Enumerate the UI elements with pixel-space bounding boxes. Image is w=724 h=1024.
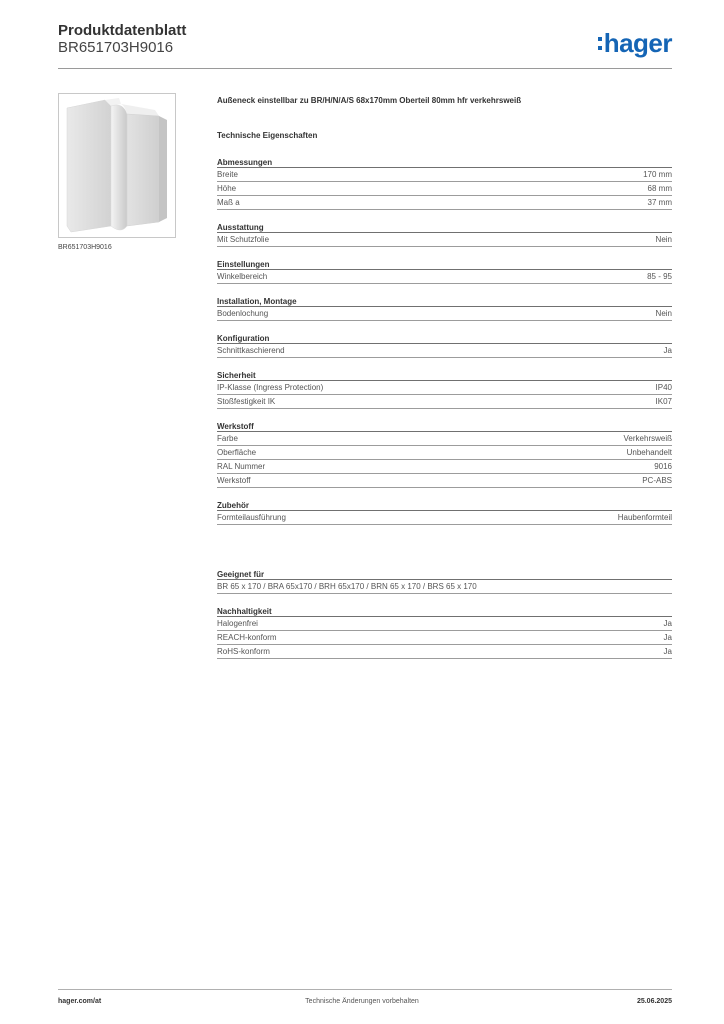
spec-row — [217, 645, 672, 659]
footer-disclaimer: Technische Änderungen vorbehalten — [305, 998, 419, 1005]
spec-row — [217, 432, 672, 446]
spec-label: Breite — [217, 170, 238, 179]
spec-section — [217, 259, 672, 284]
spec-row — [217, 196, 672, 210]
footer-date: 25.06.2025 — [636, 998, 672, 1005]
spec-row — [217, 182, 672, 196]
logo-dots-icon — [598, 37, 602, 50]
spec-label: RAL Nummer — [217, 462, 266, 471]
spec-label: Formteilausführung — [217, 513, 286, 522]
spec-row — [217, 580, 672, 594]
spec-sections — [217, 157, 672, 525]
spec-row — [217, 395, 672, 409]
spec-row — [217, 307, 672, 321]
spec-value: Unbehandelt — [626, 448, 672, 457]
spec-row — [217, 511, 672, 525]
section-title: Zubehör — [217, 500, 672, 511]
spec-row — [217, 168, 672, 182]
suitable-for-section — [217, 569, 672, 594]
spec-value: Ja — [663, 619, 672, 628]
product-photo-icon — [59, 94, 176, 238]
spec-value: Ja — [663, 633, 672, 642]
spec-row — [217, 446, 672, 460]
section-title: Geeignet für — [217, 569, 672, 580]
document-title: Produktdatenblatt — [58, 22, 187, 39]
sustainability-rows — [217, 617, 672, 659]
section-title: Installation, Montage — [217, 296, 672, 307]
spec-section — [217, 222, 672, 247]
section-title: Nachhaltigkeit — [217, 606, 672, 617]
section-title: Sicherheit — [217, 370, 672, 381]
spec-value: Nein — [655, 309, 672, 318]
section-title: Konfiguration — [217, 333, 672, 344]
spec-value: PC-ABS — [642, 476, 672, 485]
spec-section — [217, 296, 672, 321]
spec-value: IP40 — [655, 383, 672, 392]
spec-row — [217, 617, 672, 631]
spec-label: IP-Klasse (Ingress Protection) — [217, 383, 324, 392]
spec-section — [217, 500, 672, 525]
image-caption: BR651703H9016 — [58, 244, 112, 251]
spec-section — [217, 421, 672, 488]
spec-row — [217, 270, 672, 284]
spec-label: Höhe — [217, 184, 237, 193]
logo-text: hager — [603, 28, 672, 58]
spec-section — [217, 333, 672, 358]
footer-divider — [58, 989, 672, 990]
spec-label: Maß a — [217, 198, 240, 207]
spec-row — [217, 474, 672, 488]
spec-value: Haubenformteil — [617, 513, 672, 522]
section-title: Einstellungen — [217, 259, 672, 270]
content-area — [217, 96, 672, 659]
header-divider — [58, 68, 672, 69]
spec-label: Winkelbereich — [217, 272, 268, 281]
spec-value: 85 - 95 — [647, 272, 672, 281]
product-image — [58, 93, 176, 238]
hager-logo[interactable] — [598, 28, 672, 59]
spec-label: Oberfläche — [217, 448, 257, 457]
spec-value: Verkehrsweiß — [623, 434, 672, 443]
product-description: Außeneck einstellbar zu BR/H/N/A/S 68x170mm Oberteil 80mm hfr verkehrsweiß — [217, 96, 522, 105]
spec-section — [217, 157, 672, 210]
section-title: Werkstoff — [217, 421, 672, 432]
spec-value: Ja — [663, 346, 672, 355]
spec-label: BR 65 x 170 / BRA 65x170 / BRH 65x170 / BRN 65 x 170 / BRS 65 x 170 — [217, 582, 477, 591]
spec-value: 68 mm — [647, 184, 672, 193]
document-subtitle: BR651703H9016 — [58, 39, 174, 56]
spec-row — [217, 344, 672, 358]
spec-label: Stoßfestigkeit IK — [217, 397, 276, 406]
spec-value: IK07 — [655, 397, 672, 406]
section-title: Abmessungen — [217, 157, 672, 168]
section-spacer — [217, 525, 672, 557]
spec-label: Werkstoff — [217, 476, 251, 485]
spec-row — [217, 381, 672, 395]
spec-value: 37 mm — [647, 198, 672, 207]
spec-value: Nein — [655, 235, 672, 244]
spec-label: RoHS-konform — [217, 647, 270, 656]
spec-value: 170 mm — [643, 170, 672, 179]
spec-row — [217, 233, 672, 247]
spec-row — [217, 460, 672, 474]
section-title: Ausstattung — [217, 222, 672, 233]
spec-label: Bodenlochung — [217, 309, 269, 318]
spec-label: Schnittkaschierend — [217, 346, 285, 355]
spec-section — [217, 370, 672, 409]
spec-label: REACH-konform — [217, 633, 277, 642]
spec-label: Mit Schutzfolie — [217, 235, 270, 244]
technical-properties-heading: Technische Eigenschaften — [217, 131, 318, 140]
spec-label: Halogenfrei — [217, 619, 258, 628]
spec-row — [217, 631, 672, 645]
spec-value: Ja — [663, 647, 672, 656]
footer-website-link[interactable]: hager.com/at — [58, 998, 102, 1005]
spec-label: Farbe — [217, 434, 238, 443]
spec-value: 9016 — [654, 462, 672, 471]
sustainability-section — [217, 606, 672, 659]
